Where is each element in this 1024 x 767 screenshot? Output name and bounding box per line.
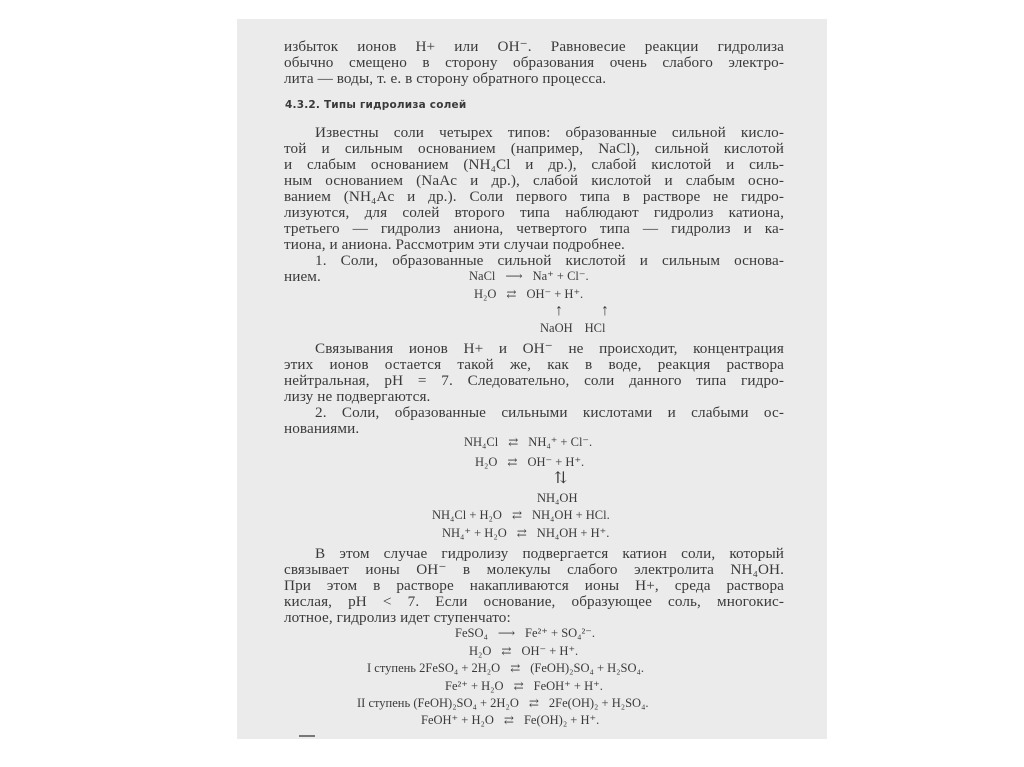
text-line: нием.: [284, 268, 321, 285]
text-line: лита — воды, т. е. в сторону обратного процесса.: [284, 70, 607, 87]
eq-left: NH₄⁺ + H₂O: [442, 526, 507, 540]
step-label: I ступень: [367, 661, 417, 675]
text-line: лотное, гидролиз идет ступенчато:: [284, 609, 511, 626]
text-line: лизуются, для солей второго типа наблюдают гидролиз катиона,: [284, 204, 784, 221]
arrow-up-icon: ↑: [601, 302, 609, 319]
scanned-page: [237, 19, 827, 739]
equilibrium-arrow-icon: ⇄: [501, 644, 512, 658]
equation: [421, 713, 599, 727]
equation: [464, 435, 592, 449]
text-line: ванием (NH₄Ac и др.). Соли первого типа в растворе не гидро-: [284, 188, 784, 205]
text-line: этих ионов остается такой же, как в воде, реакция раствора: [284, 356, 784, 373]
equilibrium-arrow-icon: ⇄: [510, 661, 521, 675]
eq-left: FeSO₄: [455, 626, 488, 640]
eq-left: 2FeSO₄ + 2H₂O: [419, 661, 501, 675]
equation: [540, 321, 605, 335]
eq-left: NaCl: [469, 269, 496, 283]
equilibrium-arrow-icon: ⇄: [513, 679, 524, 693]
equation: [432, 508, 610, 522]
eq-left: NH₄Cl + H₂O: [432, 508, 502, 522]
eq-right: FeOH⁺ + H⁺.: [533, 679, 603, 693]
step-label: II ступень: [357, 696, 411, 710]
eq-left: H₂O: [469, 644, 492, 658]
text-line: кислая, pH < 7. Если основание, образующее соль, многокис-: [284, 593, 784, 610]
eq-right: NH₄OH + HCl.: [532, 508, 610, 522]
arrow-right-icon: ⟶: [505, 269, 523, 283]
eq-left: NH₄Cl: [464, 435, 499, 449]
eq-right: OH⁻ + H⁺.: [527, 455, 585, 469]
eq-right: Fe(OH)₂ + H⁺.: [523, 713, 600, 727]
clipped-page-number-mark: [299, 735, 315, 739]
text-line: тиона, и аниона. Рассмотрим эти случаи подробнее.: [284, 236, 625, 253]
equation: [455, 626, 595, 640]
equilibrium-arrow-icon: ⇄: [511, 508, 522, 522]
equilibrium-arrow-icon: ⇄: [516, 526, 527, 540]
text-line: ным основанием (NaAc и др.), слабой кислотой и слабым осно-: [284, 172, 784, 189]
text-line: Связывания ионов H+ и OH⁻ не происходит, концентрация: [315, 340, 784, 357]
text-line: Известны соли четырех типов: образованные сильной кисло-: [315, 124, 784, 141]
equation: [475, 455, 584, 469]
arrow-right-icon: ⟶: [497, 626, 516, 640]
equation: [445, 679, 603, 693]
equation: [474, 287, 583, 301]
equilibrium-arrow-icon: ⇄: [508, 435, 519, 449]
eq-base: NaOH: [540, 321, 573, 335]
eq-acid: HCl: [584, 321, 606, 335]
eq-right: 2Fe(OH)₂ + H₂SO₄.: [548, 696, 649, 710]
equilibrium-arrow-icon: ⇄: [506, 287, 517, 301]
eq-product: NH₄OH: [537, 491, 578, 505]
text-line: 1. Соли, образованные сильной кислотой и сильным основа-: [315, 252, 784, 269]
text-line: той и сильным основанием (например, NaCl), сильной кислотой: [284, 140, 784, 157]
eq-right: NH₄⁺ + Cl⁻.: [528, 435, 593, 449]
equilibrium-arrow-icon: ⇄: [507, 455, 518, 469]
eq-left: Fe²⁺ + H₂O: [445, 679, 504, 693]
equation: [442, 526, 609, 540]
eq-right: OH⁻ + H⁺.: [526, 287, 584, 301]
eq-right: (FeOH)₂SO₄ + H₂SO₄.: [530, 661, 644, 675]
equilibrium-arrow-icon: ⇄: [528, 696, 539, 710]
equation: [357, 696, 649, 710]
eq-right: Na⁺ + Cl⁻.: [532, 269, 589, 283]
text-line: нованиями.: [284, 420, 360, 437]
arrow-up-icon: ↑: [555, 302, 563, 319]
eq-right: Fe²⁺ + SO₄²⁻.: [525, 626, 595, 640]
eq-right: OH⁻ + H⁺.: [521, 644, 579, 658]
eq-left: (FeOH)₂SO₄ + 2H₂O: [413, 696, 519, 710]
text-line: связывает ионы OH⁻ в молекулы слабого электролита NH₄OH.: [284, 561, 784, 578]
eq-right: NH₄OH + H⁺.: [536, 526, 610, 540]
vertical-equilibrium-arrow-icon: ⇅: [554, 470, 568, 487]
text-line: обычно смещено в сторону образования очень слабого электро-: [284, 54, 784, 71]
eq-left: H₂O: [474, 287, 497, 301]
equation: [469, 269, 589, 283]
eq-left: FeOH⁺ + H₂O: [421, 713, 494, 727]
equation: [537, 491, 577, 505]
text-line: лизу не подвергаются.: [284, 388, 431, 405]
text-line: 2. Соли, образованные сильными кислотами и слабыми ос-: [315, 404, 784, 421]
equation: [367, 661, 644, 675]
equilibrium-arrow-icon: ⇄: [503, 713, 514, 727]
text-line: В этом случае гидролизу подвергается катион соли, который: [315, 545, 784, 562]
section-heading: 4.3.2. Типы гидролиза солей: [285, 99, 467, 111]
text-line: нейтральная, pH = 7. Следовательно, соли данного типа гидро-: [284, 372, 784, 389]
text-line: При этом в растворе накапливаются ионы H+, среда раствора: [284, 577, 784, 594]
text-line: избыток ионов H+ или OH⁻. Равновесие реакции гидролиза: [284, 38, 784, 55]
text-line: третьего — гидролиз аниона, четвертого типа — гидролиз и ка-: [284, 220, 784, 237]
eq-left: H₂O: [475, 455, 498, 469]
text-line: и слабым основанием (NH₄Cl и др.), слабой кислотой и силь-: [284, 156, 784, 173]
equation: [469, 644, 578, 658]
